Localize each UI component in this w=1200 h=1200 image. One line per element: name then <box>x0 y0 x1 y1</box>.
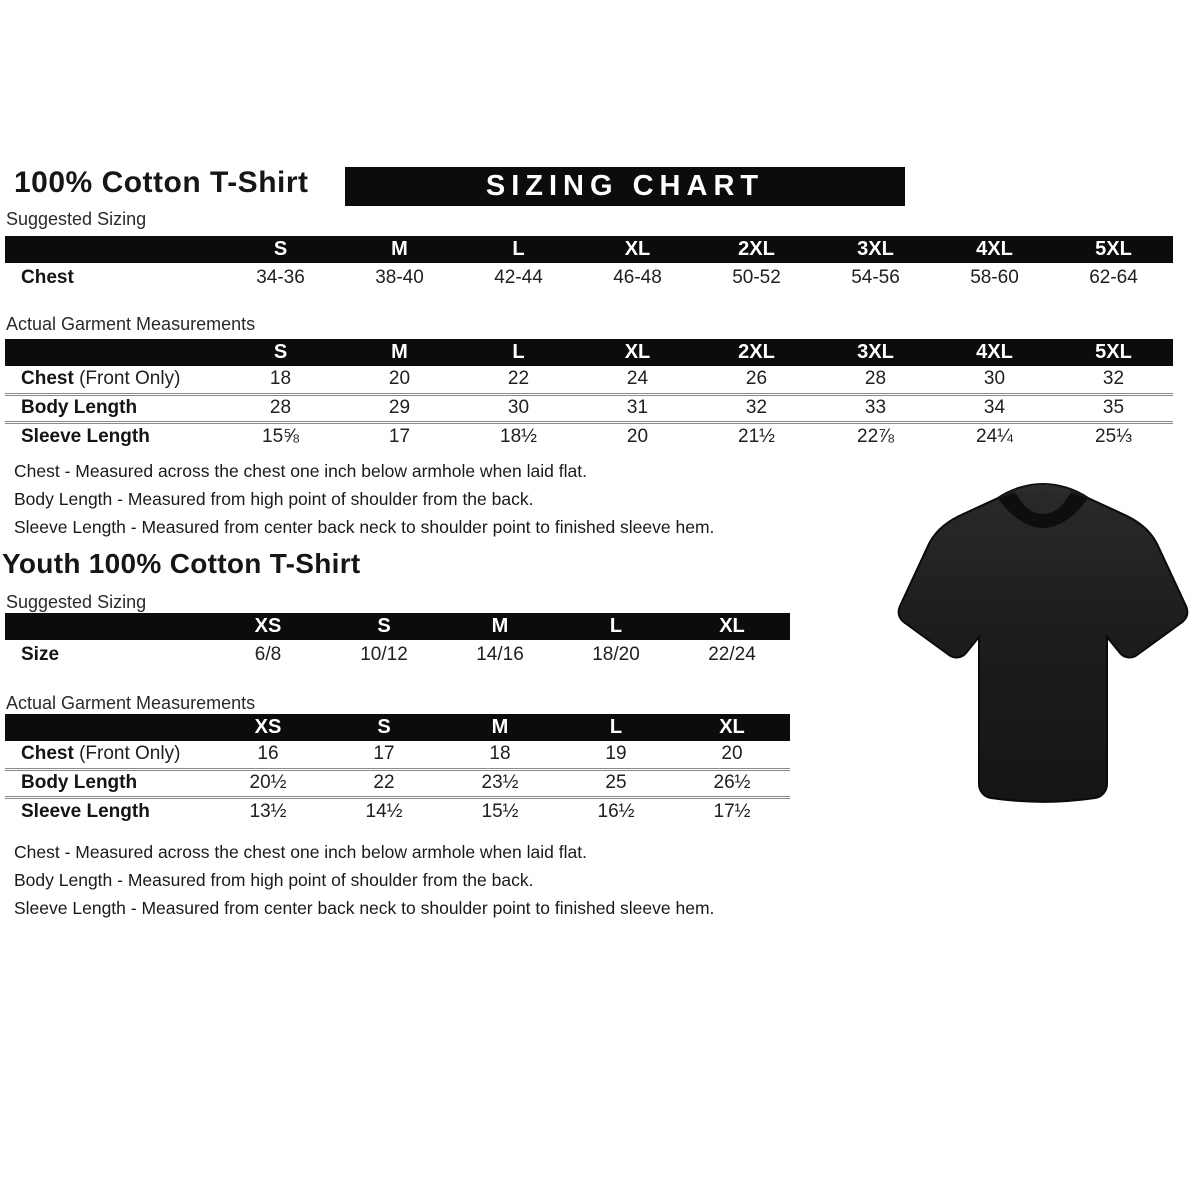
value-cell: 15½ <box>442 797 558 825</box>
value-cell: 54-56 <box>851 267 900 288</box>
table-row-body-length <box>5 769 790 797</box>
value-cell: 18 <box>269 368 292 390</box>
value-cell: 10/12 <box>360 644 408 665</box>
table-row-size <box>5 640 790 670</box>
value-cell: 24¼ <box>935 422 1054 450</box>
youth-actual-measurements-table <box>5 714 790 825</box>
value-cell: 18½ <box>459 422 578 450</box>
value-cell: 22 <box>326 769 442 797</box>
sizing-chart-banner: SIZING CHART <box>345 167 905 206</box>
size-header-cell: XL <box>674 714 790 741</box>
size-header-cell: 2XL <box>697 339 816 366</box>
tshirt-body <box>899 484 1188 802</box>
row-label-cell: Body Length <box>5 394 221 422</box>
adult-suggested-sizing-table <box>5 236 1173 293</box>
value-cell: 17½ <box>674 797 790 825</box>
size-header-cell: XS <box>210 613 326 640</box>
table-row-body-length <box>5 394 1173 422</box>
table-row <box>5 263 1173 293</box>
youth-actual-measurements-label: Actual Garment Measurements <box>6 693 256 713</box>
value-cell: 21½ <box>697 422 816 450</box>
size-header-cell: L <box>459 236 578 263</box>
value-cell: 20 <box>721 743 743 765</box>
size-header-cell: L <box>558 613 674 640</box>
value-cell: 14½ <box>326 797 442 825</box>
adult-suggested-sizing-label: Suggested Sizing <box>6 209 147 229</box>
value-cell: 13½ <box>210 797 326 825</box>
empty-header-cell <box>5 236 221 263</box>
size-header-cell: 4XL <box>935 339 1054 366</box>
value-cell: 28 <box>221 394 340 422</box>
value-cell: 16½ <box>558 797 674 825</box>
value-cell: 18/20 <box>592 644 640 665</box>
value-cell: 17 <box>340 422 459 450</box>
table-row-chest <box>5 366 1173 394</box>
size-header-cell: M <box>442 613 558 640</box>
value-cell: 25⅓ <box>1054 422 1173 450</box>
youth-measurement-notes <box>14 838 714 922</box>
value-cell: 34 <box>935 394 1054 422</box>
size-header-cell: XL <box>578 339 697 366</box>
size-header-cell: S <box>221 236 340 263</box>
value-cell: 26½ <box>674 769 790 797</box>
size-header-row <box>5 236 1173 263</box>
size-header-cell: S <box>221 339 340 366</box>
size-header-cell: S <box>326 613 442 640</box>
row-label-cell: Chest <box>21 267 74 288</box>
value-cell: 50-52 <box>732 267 781 288</box>
empty-header-cell <box>5 339 221 366</box>
note-body-length: Body Length - Measured from high point of shoulder from the back. <box>14 489 534 509</box>
adult-actual-measurements-label: Actual Garment Measurements <box>6 314 256 334</box>
size-header-cell: 3XL <box>816 339 935 366</box>
value-cell: 32 <box>697 394 816 422</box>
value-cell: 26 <box>745 368 768 390</box>
row-label-cell: Chest (Front Only) <box>21 743 181 765</box>
size-header-cell: XS <box>210 714 326 741</box>
note-chest: Chest - Measured across the chest one inch below armhole when laid flat. <box>14 461 587 481</box>
value-cell: 22 <box>507 368 530 390</box>
value-cell: 16 <box>257 743 279 765</box>
table-row-sleeve-length <box>5 797 790 825</box>
row-label-cell: Sleeve Length <box>5 797 210 825</box>
value-cell: 58-60 <box>970 267 1019 288</box>
value-cell: 46-48 <box>613 267 662 288</box>
size-header-row <box>5 613 790 640</box>
value-cell: 20 <box>388 368 411 390</box>
value-cell: 25 <box>558 769 674 797</box>
value-cell: 22/24 <box>708 644 756 665</box>
youth-section-title: Youth 100% Cotton T-Shirt <box>2 548 361 579</box>
note-sleeve-length: Sleeve Length - Measured from center back neck to shoulder point to finished sleeve hem. <box>14 898 715 918</box>
value-cell: 30 <box>983 368 1006 390</box>
size-header-cell: XL <box>578 236 697 263</box>
value-cell: 22⅞ <box>816 422 935 450</box>
empty-header-cell <box>5 714 210 741</box>
value-cell: 14/16 <box>476 644 524 665</box>
size-header-cell: XL <box>674 613 790 640</box>
value-cell: 28 <box>864 368 887 390</box>
value-cell: 31 <box>578 394 697 422</box>
size-header-cell: M <box>442 714 558 741</box>
table-row-sleeve-length <box>5 422 1173 450</box>
value-cell: 19 <box>605 743 627 765</box>
row-label-cell: Sleeve Length <box>5 422 221 450</box>
note-sleeve-length: Sleeve Length - Measured from center back neck to shoulder point to finished sleeve hem. <box>14 517 715 537</box>
value-cell: 6/8 <box>254 644 282 665</box>
row-label-cell: Body Length <box>5 769 210 797</box>
size-header-cell: L <box>558 714 674 741</box>
page-title: 100% Cotton T-Shirt <box>14 166 309 199</box>
tshirt-illustration <box>893 468 1193 810</box>
value-cell: 30 <box>459 394 578 422</box>
note-chest: Chest - Measured across the chest one inch below armhole when laid flat. <box>14 842 587 862</box>
size-header-row <box>5 714 790 741</box>
youth-suggested-sizing-table <box>5 613 790 670</box>
value-cell: 20 <box>578 422 697 450</box>
size-header-row <box>5 339 1173 366</box>
size-header-cell: 5XL <box>1054 339 1173 366</box>
value-cell: 20½ <box>210 769 326 797</box>
note-body-length: Body Length - Measured from high point of shoulder from the back. <box>14 870 534 890</box>
size-header-cell: 4XL <box>935 236 1054 263</box>
row-label-cell: Size <box>21 644 60 665</box>
size-header-cell: 3XL <box>816 236 935 263</box>
value-cell: 15⅝ <box>221 422 340 450</box>
adult-measurement-notes <box>14 457 714 541</box>
value-cell: 62-64 <box>1089 267 1138 288</box>
value-cell: 23½ <box>442 769 558 797</box>
table-row-chest <box>5 741 790 769</box>
value-cell: 34-36 <box>256 267 305 288</box>
value-cell: 18 <box>489 743 511 765</box>
value-cell: 17 <box>373 743 395 765</box>
size-header-cell: 5XL <box>1054 236 1173 263</box>
value-cell: 33 <box>816 394 935 422</box>
value-cell: 29 <box>340 394 459 422</box>
size-header-cell: L <box>459 339 578 366</box>
size-header-cell: M <box>340 339 459 366</box>
youth-suggested-sizing-label: Suggested Sizing <box>6 592 147 612</box>
row-label-cell: Chest (Front Only) <box>21 368 181 390</box>
value-cell: 42-44 <box>494 267 543 288</box>
value-cell: 38-40 <box>375 267 424 288</box>
value-cell: 32 <box>1102 368 1125 390</box>
value-cell: 24 <box>626 368 649 390</box>
black-tshirt-photo <box>893 468 1193 810</box>
empty-header-cell <box>5 613 210 640</box>
size-header-cell: M <box>340 236 459 263</box>
size-header-cell: 2XL <box>697 236 816 263</box>
adult-actual-measurements-table <box>5 339 1173 450</box>
value-cell: 35 <box>1054 394 1173 422</box>
size-header-cell: S <box>326 714 442 741</box>
